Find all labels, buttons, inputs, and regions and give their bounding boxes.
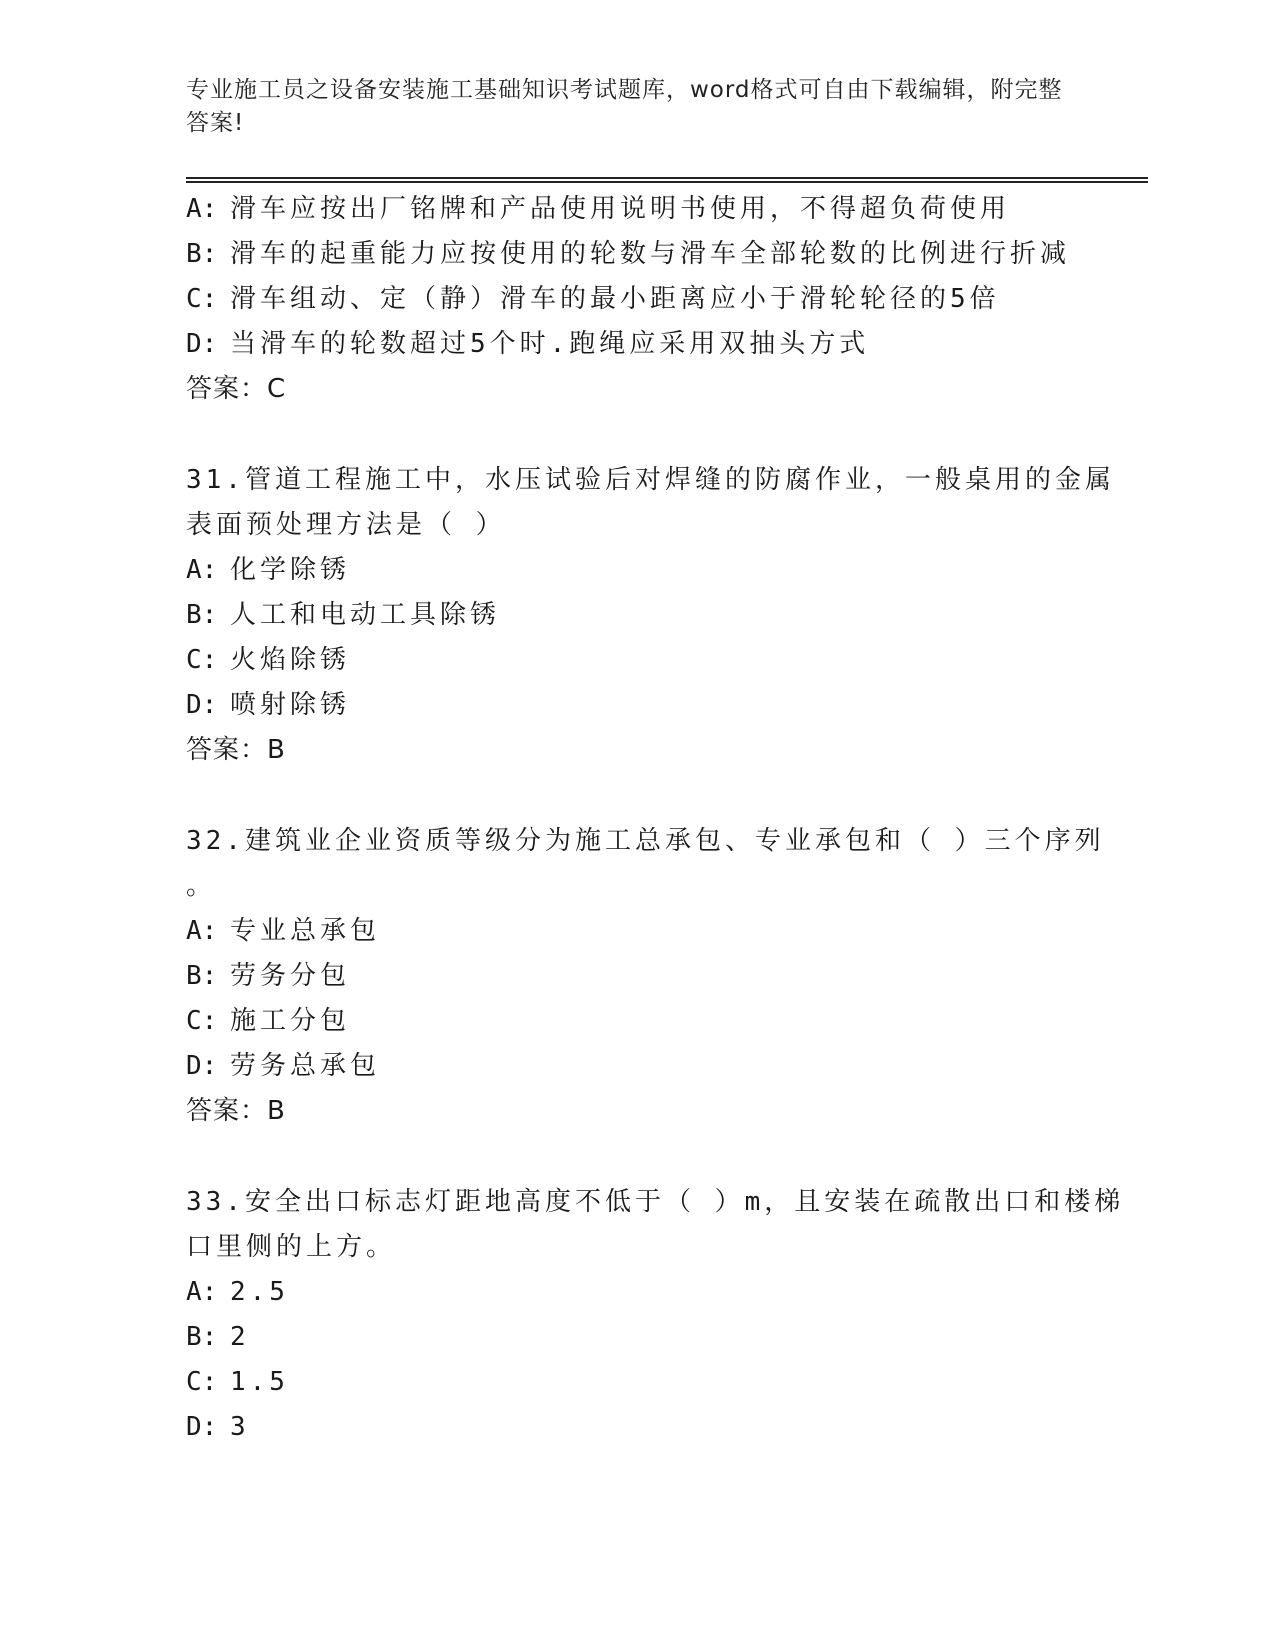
option-c bbox=[186, 1360, 1086, 1405]
document-header: 专业施工员之设备安装施工基础知识考试题库，word格式可自由下载编辑，附完整答案! bbox=[186, 77, 1063, 136]
option-a bbox=[186, 909, 1086, 954]
option-c bbox=[186, 999, 1086, 1044]
option-text: 滑车应按出厂铭牌和产品使用说明书使用，不得超负荷使用 bbox=[230, 194, 1011, 224]
option-text: 2 bbox=[230, 1322, 250, 1352]
option-label: C: bbox=[186, 1006, 218, 1036]
option-text: 喷射除锈 bbox=[230, 690, 351, 720]
option-d bbox=[186, 683, 1086, 728]
option-label: A: bbox=[186, 555, 218, 585]
option-label: B: bbox=[186, 961, 218, 991]
option-a bbox=[186, 1270, 1086, 1315]
option-text: 劳务总承包 bbox=[230, 1051, 381, 1081]
option-text: 滑车组动、定（静）滑车的最小距离应小于滑轮轮径的5倍 bbox=[230, 284, 1000, 314]
question-33 bbox=[186, 1180, 1125, 1450]
question-stem: 31.管道工程施工中，水压试验后对焊缝的防腐作业，一般桌用的金属 bbox=[186, 465, 1115, 495]
option-label: C: bbox=[186, 284, 218, 314]
option-c bbox=[186, 277, 1086, 322]
answer: 答案：B bbox=[186, 1096, 286, 1126]
question-32 bbox=[186, 819, 1105, 1134]
option-text: 施工分包 bbox=[230, 1006, 351, 1036]
option-label: A: bbox=[186, 1277, 218, 1307]
option-a bbox=[186, 548, 1086, 593]
option-b bbox=[186, 954, 1086, 999]
question-stem-continued: 口里侧的上方。 bbox=[186, 1232, 397, 1262]
option-label: C: bbox=[186, 1367, 218, 1397]
option-label: A: bbox=[186, 916, 218, 946]
option-label: D: bbox=[186, 329, 218, 359]
option-text: 3 bbox=[230, 1412, 250, 1442]
question-30 bbox=[186, 187, 1086, 412]
option-b bbox=[186, 593, 1086, 638]
option-label: D: bbox=[186, 1412, 218, 1442]
answer: 答案：C bbox=[186, 374, 287, 404]
option-label: A: bbox=[186, 194, 218, 224]
option-text: 滑车的起重能力应按使用的轮数与滑车全部轮数的比例进行折减 bbox=[230, 239, 1071, 269]
option-d bbox=[186, 322, 1086, 367]
option-label: D: bbox=[186, 690, 218, 720]
question-stem-continued: 表面预处理方法是（ ） bbox=[186, 510, 506, 540]
answer: 答案：B bbox=[186, 735, 286, 765]
question-stem-continued: 。 bbox=[186, 871, 217, 901]
option-text: 人工和电动工具除锈 bbox=[230, 600, 501, 630]
option-c bbox=[186, 638, 1086, 683]
option-b bbox=[186, 232, 1086, 277]
question-stem: 32.建筑业企业资质等级分为施工总承包、专业承包和（ ）三个序列 bbox=[186, 826, 1105, 856]
option-text: 火焰除锈 bbox=[230, 645, 351, 675]
option-d bbox=[186, 1405, 1086, 1450]
option-label: B: bbox=[186, 1322, 218, 1352]
option-text: 化学除锈 bbox=[230, 555, 351, 585]
option-label: B: bbox=[186, 239, 218, 269]
option-text: 劳务分包 bbox=[230, 961, 351, 991]
option-text: 当滑车的轮数超过5个时.跑绳应采用双抽头方式 bbox=[230, 329, 870, 359]
option-a bbox=[186, 187, 1086, 232]
option-b bbox=[186, 1315, 1086, 1360]
header-divider-top bbox=[186, 177, 1148, 179]
option-label: D: bbox=[186, 1051, 218, 1081]
header-divider-bottom bbox=[186, 181, 1148, 183]
option-label: B: bbox=[186, 600, 218, 630]
question-stem: 33.安全出口标志灯距地高度不低于（ ）m，且安装在疏散出口和楼梯 bbox=[186, 1187, 1125, 1217]
question-31 bbox=[186, 458, 1115, 773]
option-text: 2.5 bbox=[230, 1277, 289, 1307]
option-d bbox=[186, 1044, 1086, 1089]
option-text: 专业总承包 bbox=[230, 916, 381, 946]
option-text: 1.5 bbox=[230, 1367, 289, 1397]
question-list bbox=[186, 187, 1125, 1450]
option-label: C: bbox=[186, 645, 218, 675]
